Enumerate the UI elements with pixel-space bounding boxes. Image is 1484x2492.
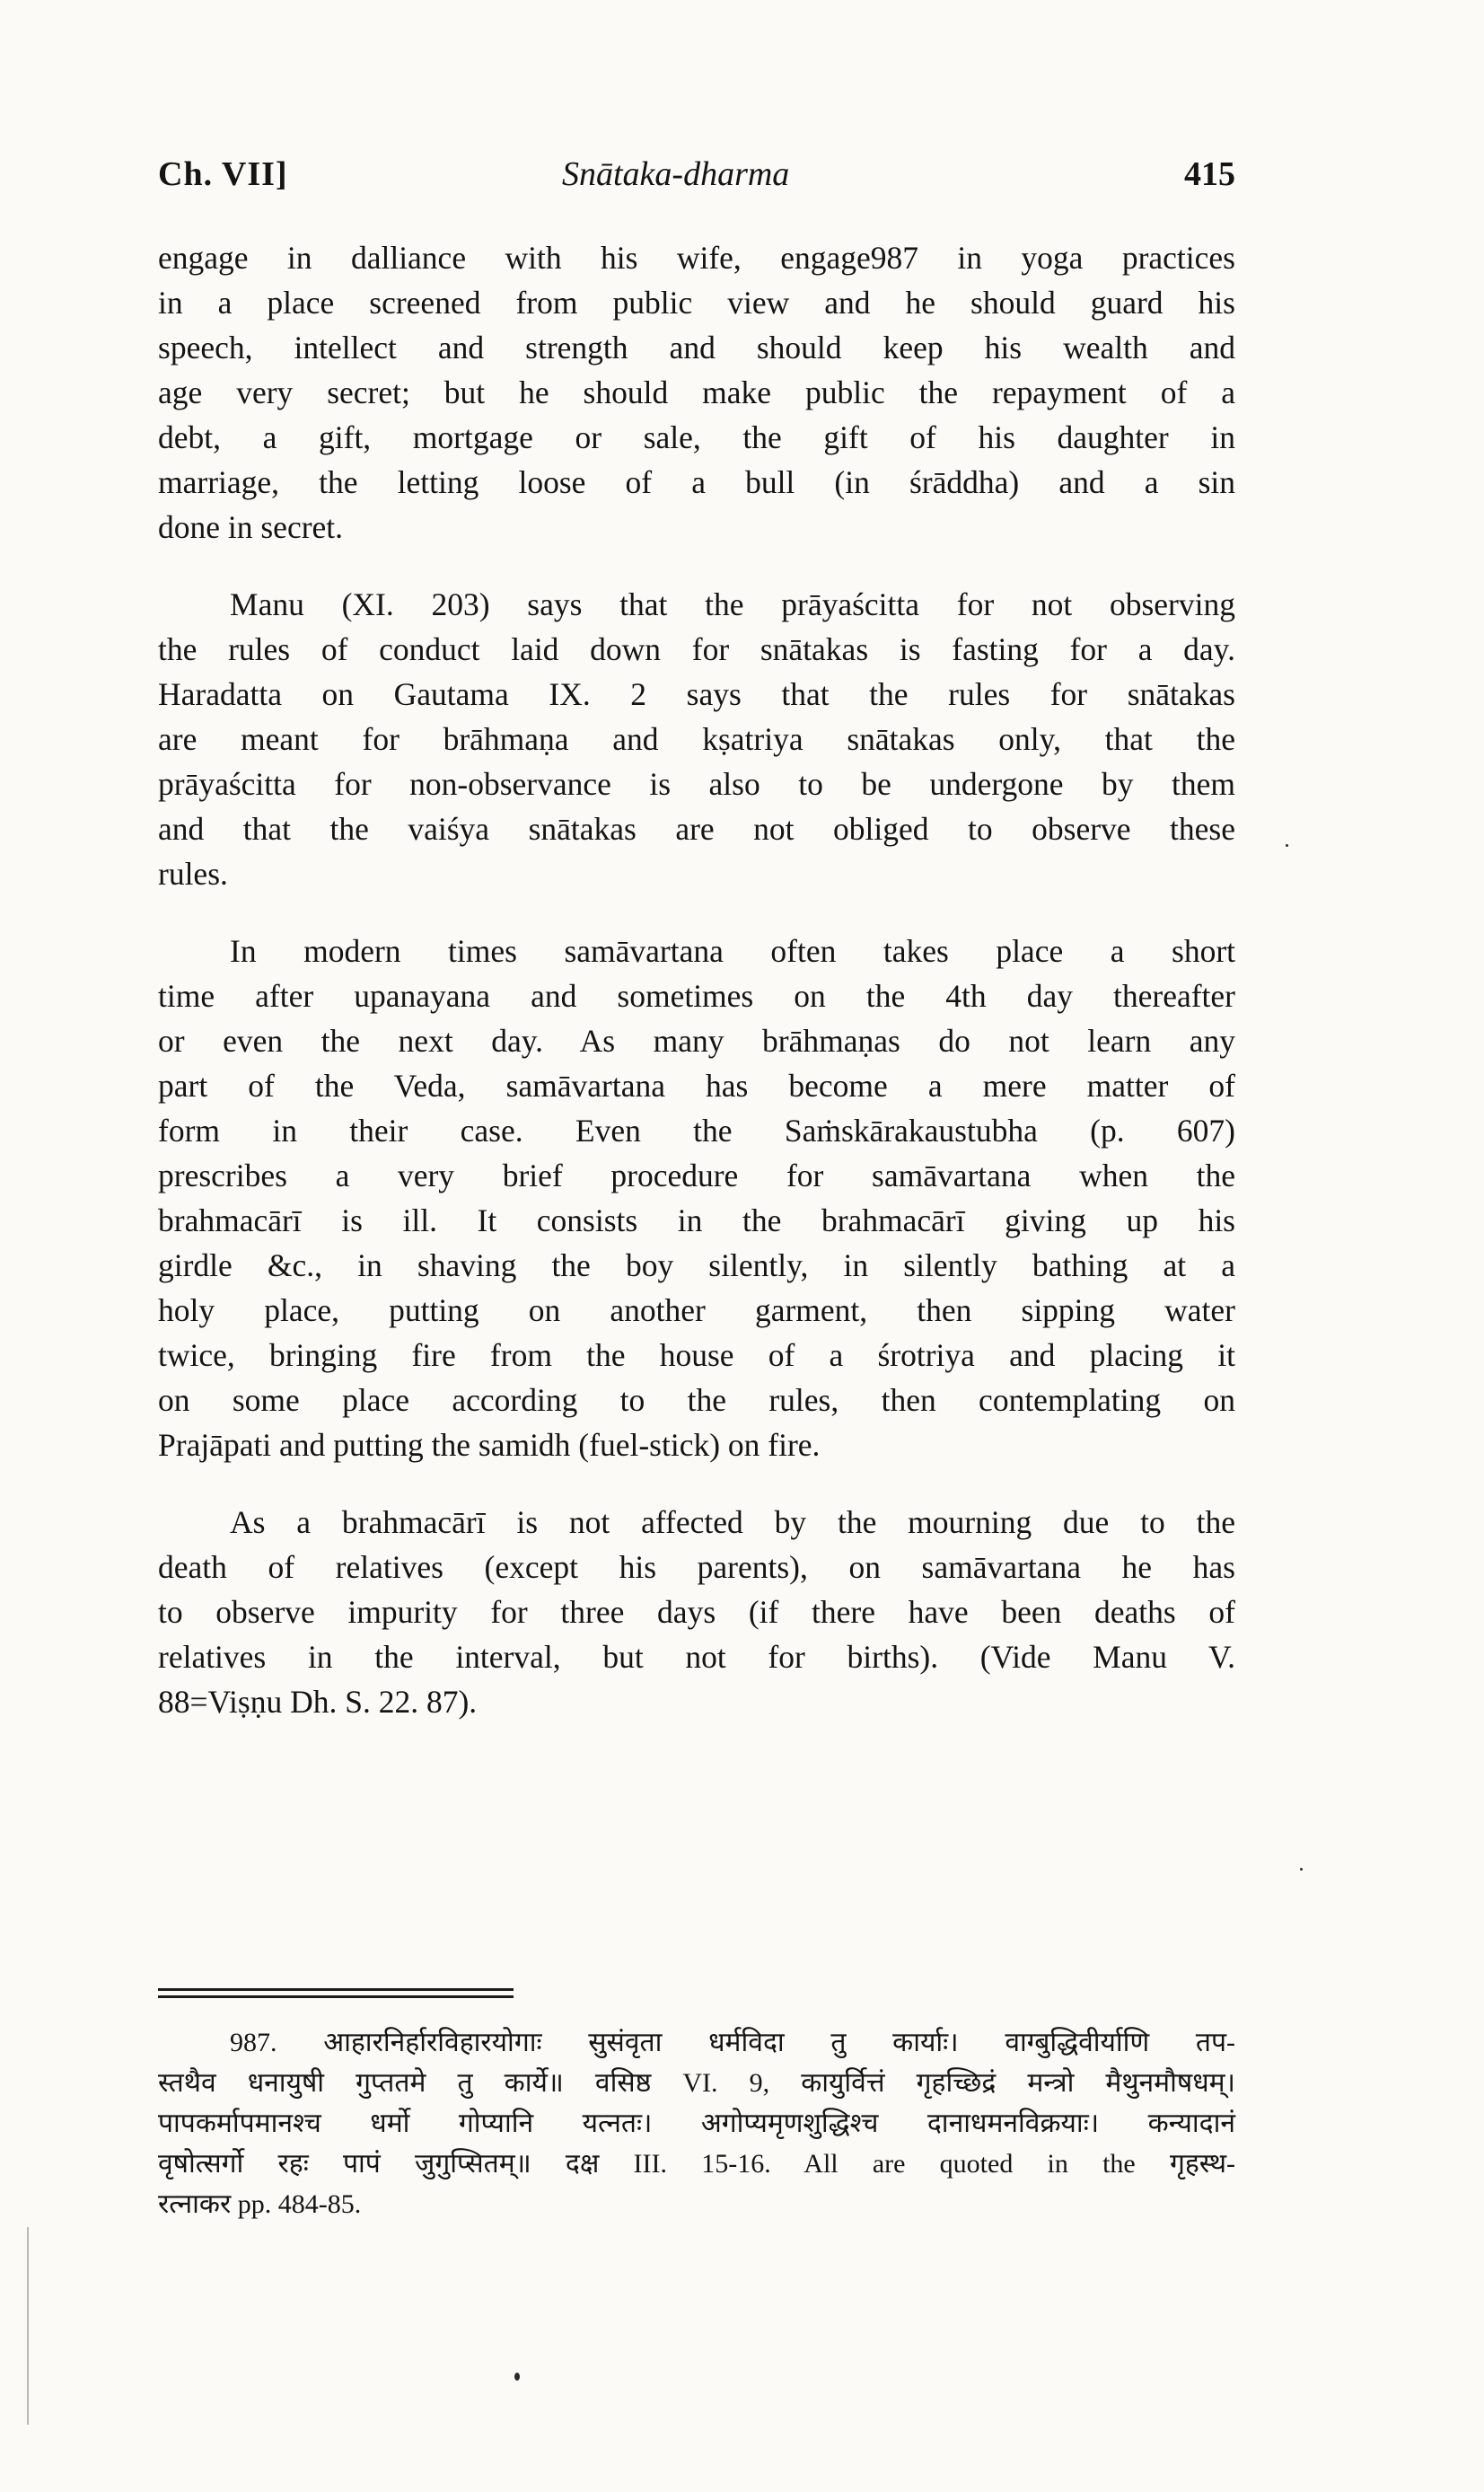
footnote-rule-line	[158, 1995, 514, 1998]
footnote-rule	[158, 1988, 514, 1999]
text-line: Haradatta on Gautama IX. 2 says that the rules for snātakas	[158, 676, 1235, 712]
text-line: death of relatives (except his parents), on samāvartana he has	[158, 1549, 1235, 1585]
ink-speck	[514, 2373, 520, 2381]
text-line: or even the next day. As many brāhmaṇas do not learn any	[158, 1023, 1235, 1059]
text-line: brahmacārī is ill. It consists in the brahmacārī giving up his	[158, 1202, 1235, 1238]
paragraph-1	[158, 235, 1235, 550]
text-line: engage in dalliance with his wife, engage987 in yoga practices	[158, 240, 1235, 276]
ink-speck	[1286, 844, 1288, 847]
text-line: relatives in the interval, but not for births). (Vide Manu V.	[158, 1639, 1235, 1675]
footnote	[158, 2022, 1235, 2224]
text-line: marriage, the letting loose of a bull (in śrāddha) and a sin	[158, 464, 1235, 500]
paragraph-4	[158, 1500, 1235, 1724]
running-head	[158, 154, 1235, 208]
running-title: Snātaka-dharma	[562, 155, 790, 193]
footnote-line: 987. आहारनिर्हारविहारयोगाः सुसंवृता धर्मविदा तु कार्याः। वाग्बुद्धिवीर्याणि तप-	[230, 2028, 1235, 2057]
text-line: are meant for brāhmaṇa and kṣatriya snātakas only, that the	[158, 721, 1235, 757]
text-line: in a place screened from public view and he should guard his	[158, 285, 1235, 321]
text-line: prescribes a very brief procedure for samāvartana when the	[158, 1158, 1235, 1193]
text-line: rules.	[158, 856, 228, 892]
text-line: part of the Veda, samāvartana has become a mere matter of	[158, 1068, 1235, 1104]
footnote-line: रत्नाकर pp. 484-85.	[158, 2189, 362, 2219]
text-line: Prajāpati and putting the samidh (fuel-stick) on fire.	[158, 1427, 821, 1463]
text-line: on some place according to the rules, then contemplating on	[158, 1382, 1235, 1418]
text-line: done in secret.	[158, 509, 344, 545]
paragraph-gap	[158, 1467, 1235, 1500]
text-line: to observe impurity for three days (if there have been deaths of	[158, 1594, 1235, 1630]
text-line: debt, a gift, mortgage or sale, the gift of his daughter in	[158, 419, 1235, 455]
text-line: girdle &c., in shaving the boy silently, in silently bathing at a	[158, 1247, 1235, 1283]
footnote-line: स्तथैव धनायुषी गुप्ततमे तु कार्ये॥ वसिष्ठ VI. 9, कायुर्वित्तं गृहच्छिद्रं मन्त्रो मैथुनमौषधम्।	[158, 2068, 1235, 2098]
scan-margin-mark	[27, 2227, 29, 2425]
chapter-label: Ch. VII]	[158, 155, 288, 193]
text-line: and that the vaiśya snātakas are not obliged to observe these	[158, 811, 1235, 847]
text-line: time after upanayana and sometimes on the 4th day thereafter	[158, 978, 1235, 1014]
paragraph-3	[158, 929, 1235, 1467]
text-line: Manu (XI. 203) says that the prāyaścitta for not observing	[230, 586, 1235, 622]
text-line: prāyaścitta for non-observance is also to be undergone by them	[158, 766, 1235, 802]
text-line: speech, intellect and strength and should keep his wealth and	[158, 330, 1235, 365]
text-line: twice, bringing fire from the house of a śrotriya and placing it	[158, 1337, 1235, 1373]
text-line: the rules of conduct laid down for snātakas is fasting for a day.	[158, 631, 1235, 667]
text-line: As a brahmacārī is not affected by the mourning due to the	[230, 1504, 1235, 1540]
footnote-line: पापकर्मापमानश्च धर्मो गोप्यानि यत्नतः। अगोप्यमृणशुद्धिश्च दानाधमनविक्रयाः। कन्यादानं	[158, 2109, 1235, 2138]
footnote-rule-line	[158, 1988, 514, 1991]
text-line: age very secret; but he should make public the repayment of a	[158, 374, 1235, 410]
text-line: 88=Viṣṇu Dh. S. 22. 87).	[158, 1684, 478, 1720]
text-line: holy place, putting on another garment, then sipping water	[158, 1292, 1235, 1328]
ink-speck	[1300, 1868, 1303, 1871]
paragraph-2	[158, 582, 1235, 896]
paragraph-gap	[158, 896, 1235, 929]
page-number: 415	[1184, 155, 1235, 193]
main-text	[158, 235, 1235, 1724]
text-line: In modern times samāvartana often takes place a short	[230, 933, 1235, 969]
paragraph-gap	[158, 550, 1235, 582]
footnote-line: वृषोत्सर्गो रहः पापं जुगुप्सितम्॥ दक्ष III. 15-16. All are quoted in the गृहस्थ-	[158, 2149, 1235, 2179]
text-line: form in their case. Even the Saṁskārakaustubha (p. 607)	[158, 1113, 1235, 1149]
